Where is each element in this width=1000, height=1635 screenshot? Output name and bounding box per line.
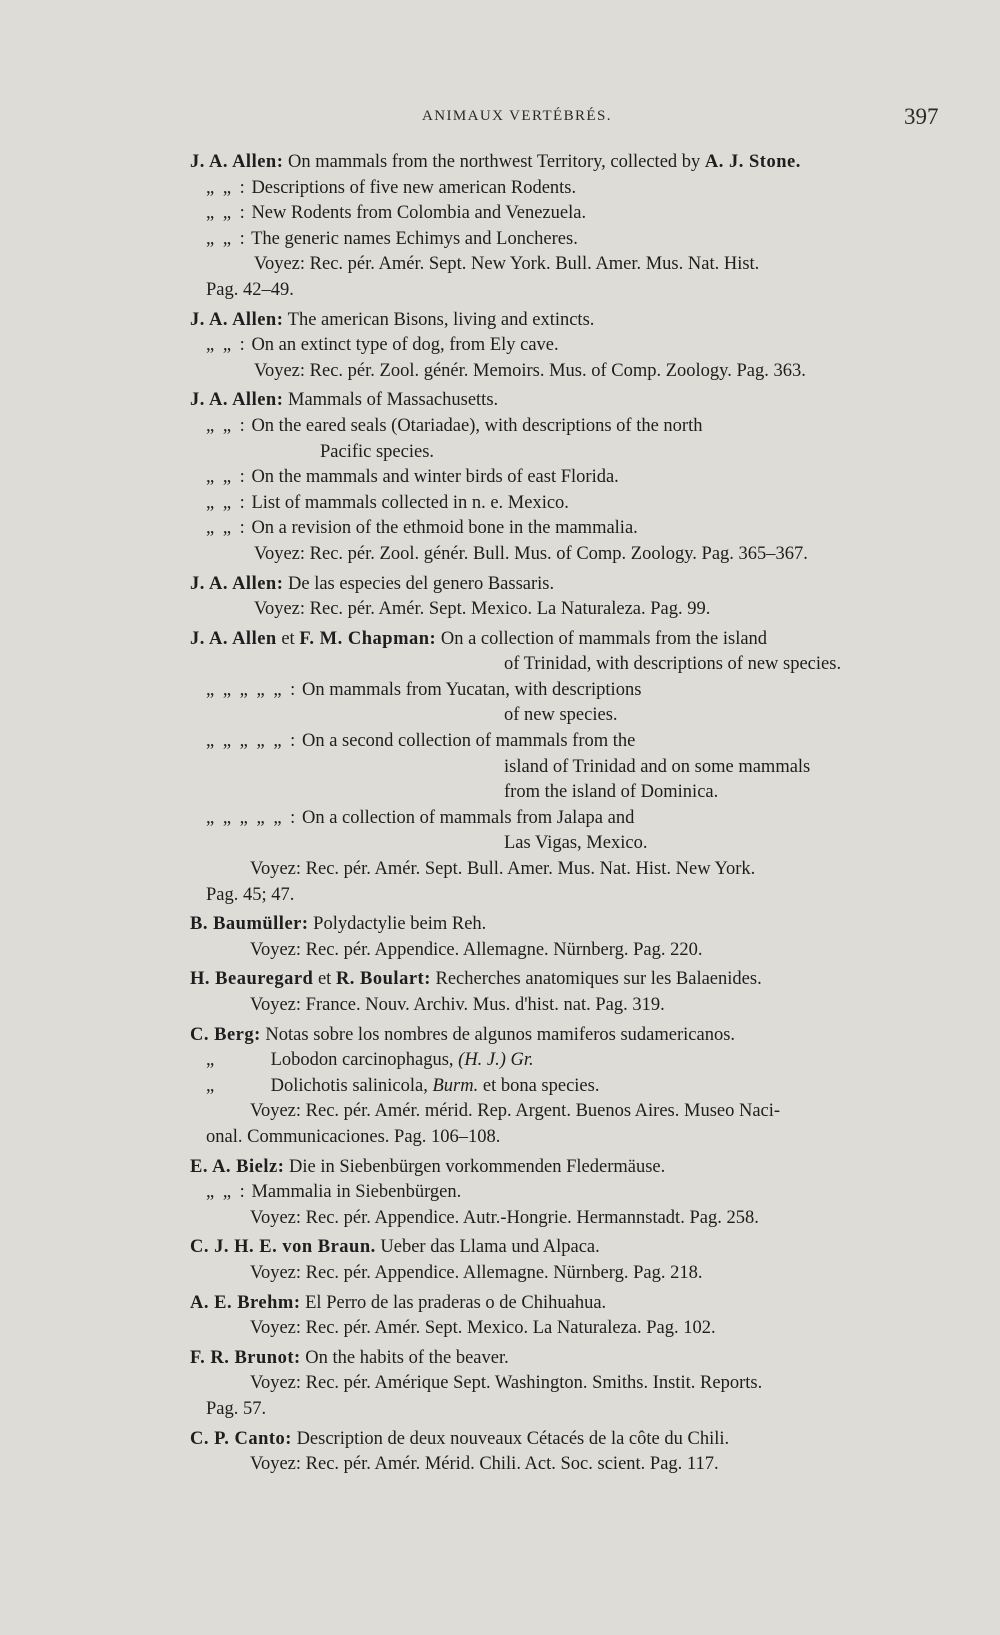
ditto-mark: „ „ : [206,1182,247,1203]
entry-line [190,1023,930,1049]
voyez-line: Voyez: Rec. pér. Zool. génér. Bull. Mus. of Comp. Zoology. Pag. 365–367. [254,543,808,564]
work-title: On a revision of the ethmoid bone in the mammalia. [251,518,638,539]
entry-line [190,1180,930,1206]
work-title: List of mammals collected in n. e. Mexico. [251,492,569,513]
entry-bielz [190,1155,930,1232]
ditto-mark: „ „ : [206,415,247,436]
author-name: J. A. Allen: [190,309,284,330]
entry-line [190,1074,930,1100]
work-title: On the eared seals (Otariadae), with descriptions of the north [251,415,703,436]
entry-line [190,388,930,414]
page-header [0,104,1000,134]
entry-line [190,1427,930,1453]
entry-line [190,227,930,253]
author-name: E. A. Bielz: [190,1156,285,1177]
work-title: Recherches anatomiques sur les Balaenides. [435,969,762,990]
work-title: Descriptions of five new american Rodents. [251,177,577,198]
work-continuation: Pacific species. [320,441,435,462]
entry-line [190,729,930,755]
ditto-mark: „ „ : [206,518,247,539]
ditto-mark: „ „ : [206,228,247,249]
entry-allen-chapman [190,627,930,909]
work-title: Die in Siebenbürgen vorkommenden Fledermäuse. [289,1156,666,1177]
voyez-line: Voyez: France. Nouv. Archiv. Mus. d'hist. nat. Pag. 319. [250,995,665,1015]
ditto-mark: „ „ : [206,335,247,356]
work-title: The generic names Echimys and Loncheres. [251,228,578,249]
voyez-continuation: Pag. 57. [206,1398,267,1419]
running-title: ANIMAUX VERTÉBRÉS. [422,108,612,124]
work-title: Notas sobre los nombres de algunos mamiferos sudamericanos. [265,1024,736,1045]
work-continuation: from the island of Dominica. [504,782,719,803]
bibliography-entries [190,150,930,1478]
author-name: F. R. Brunot: [190,1347,301,1368]
entry-line [190,414,930,440]
entry-line [190,572,930,598]
ditto-mark: „ „ : [206,203,247,224]
entry-line [190,806,930,832]
work-title: On mammals from Yucatan, with descriptions [301,679,642,700]
ditto-mark: „ „ „ „ „ : [206,731,298,752]
voyez-continuation: Pag. 42–49. [206,279,294,300]
author-name: C. Berg: [190,1024,261,1045]
author-name: H. Beauregard [190,969,314,990]
entry-brehm [190,1291,930,1342]
work-title: El Perro de las praderas o de Chihuahua. [305,1292,607,1313]
work-title: Dolichotis salinicola, [270,1075,428,1096]
entry-line [190,201,930,227]
work-title: Mammalia in Siebenbürgen. [251,1182,462,1203]
author-name: C. J. H. E. von Braun. [190,1237,376,1258]
entry-line [190,491,930,517]
ditto-mark: „ „ „ „ „ : [206,679,298,700]
entry-line [190,516,930,542]
entry-line [190,465,930,491]
entry-allen-4 [190,572,930,623]
entry-allen-2 [190,308,930,385]
work-title: On the habits of the beaver. [305,1347,509,1368]
voyez-line: Voyez: Rec. pér. Appendice. Allemagne. Nürnberg. Pag. 218. [250,1262,703,1283]
work-title-tail: et bona species. [482,1075,600,1096]
voyez-line: Voyez: Rec. pér. Amér. Sept. New York. Bull. Amer. Mus. Nat. Hist. [254,254,760,275]
entry-line [190,678,930,704]
ditto-mark: „ „ : [206,177,247,198]
work-title: Mammals of Massachusetts. [288,390,499,411]
entry-allen-3 [190,388,930,567]
author-name: J. A. Allen [190,628,277,649]
work-authority: (H. J.) Gr. [458,1050,534,1071]
voyez-line: Voyez: Rec. pér. Appendice. Allemagne. Nürnberg. Pag. 220. [250,939,703,960]
page-number: 397 [904,104,939,129]
entry-line [190,912,930,938]
voyez-line: Voyez: Rec. pér. Amér. Mérid. Chili. Act. Soc. scient. Pag. 117. [250,1454,719,1475]
entry-berg [190,1023,930,1151]
entry-line [190,1235,930,1261]
voyez-line: Voyez: Rec. pér. Amér. Sept. Bull. Amer. Mus. Nat. Hist. New York. [250,859,756,880]
work-title: De las especies del genero Bassaris. [288,573,555,594]
author-conjunction: et [317,969,332,990]
work-continuation: Las Vigas, Mexico. [504,833,648,854]
entry-line [190,967,930,993]
voyez-continuation: onal. Communicaciones. Pag. 106–108. [206,1126,501,1147]
entry-line [190,1291,930,1317]
author-name: R. Boulart: [335,969,431,990]
entry-line [190,176,930,202]
collector-name: A. J. Stone. [704,152,801,172]
voyez-line: Voyez: Rec. pér. Appendice. Autr.-Hongrie. Hermannstadt. Pag. 258. [250,1207,759,1228]
entry-line [190,627,930,653]
work-title: On a collection of mammals from Jalapa and [301,807,635,828]
author-name: C. P. Canto: [190,1428,292,1449]
work-title: Lobodon carcinophagus, [270,1050,454,1071]
work-continuation: of Trinidad, with descriptions of new species. [504,654,842,675]
work-title: On the mammals and winter birds of east Florida. [251,467,619,488]
entry-line [190,150,930,176]
author-name: F. M. Chapman: [299,628,437,649]
work-title: The american Bisons, living and extincts. [287,309,595,330]
entry-von-braun [190,1235,930,1286]
entry-allen-1 [190,150,930,304]
author-name: J. A. Allen: [190,152,284,172]
work-title: Polydactylie beim Reh. [313,914,487,935]
author-name: J. A. Allen: [190,390,284,411]
author-name: A. E. Brehm: [190,1292,301,1313]
work-title: On a second collection of mammals from the [301,731,636,752]
author-name: B. Baumüller: [190,914,309,935]
work-continuation: island of Trinidad and on some mammals [504,756,811,777]
work-title: On mammals from the northwest Territory, collected by [288,152,701,172]
entry-line [190,333,930,359]
entry-line [190,1048,930,1074]
work-authority: Burm. [432,1075,479,1096]
work-title: New Rodents from Colombia and Venezuela. [251,203,587,224]
voyez-line: Voyez: Rec. pér. Amér. mérid. Rep. Argent. Buenos Aires. Museo Naci- [250,1101,781,1122]
author-name: J. A. Allen: [190,573,284,594]
work-continuation: of new species. [504,705,618,726]
entry-canto [190,1427,930,1478]
work-title: Description de deux nouveaux Cétacés de la côte du Chili. [296,1428,730,1449]
voyez-continuation: Pag. 45; 47. [206,884,295,905]
voyez-line: Voyez: Rec. pér. Amérique Sept. Washington. Smiths. Instit. Reports. [250,1373,763,1394]
voyez-line: Voyez: Rec. pér. Zool. génér. Memoirs. Mus. of Comp. Zoology. Pag. 363. [254,360,806,381]
ditto-mark: „ [206,1050,217,1071]
ditto-mark: „ [206,1075,217,1096]
ditto-mark: „ „ „ „ „ : [206,807,298,828]
entry-brunot [190,1346,930,1423]
voyez-line: Voyez: Rec. pér. Amér. Sept. Mexico. La Naturaleza. Pag. 102. [250,1318,716,1339]
work-title: On a collection of mammals from the island [440,628,768,649]
entry-beauregard-boulart [190,967,930,1018]
voyez-line: Voyez: Rec. pér. Amér. Sept. Mexico. La Naturaleza. Pag. 99. [254,599,711,620]
author-conjunction: et [281,628,295,649]
ditto-mark: „ „ : [206,467,247,488]
ditto-mark: „ „ : [206,492,247,513]
entry-line [190,308,930,334]
entry-line [190,1346,930,1372]
entry-line [190,1155,930,1181]
work-title: On an extinct type of dog, from Ely cave. [251,335,559,356]
entry-baumuller [190,912,930,963]
work-title: Ueber das Llama und Alpaca. [380,1237,600,1258]
